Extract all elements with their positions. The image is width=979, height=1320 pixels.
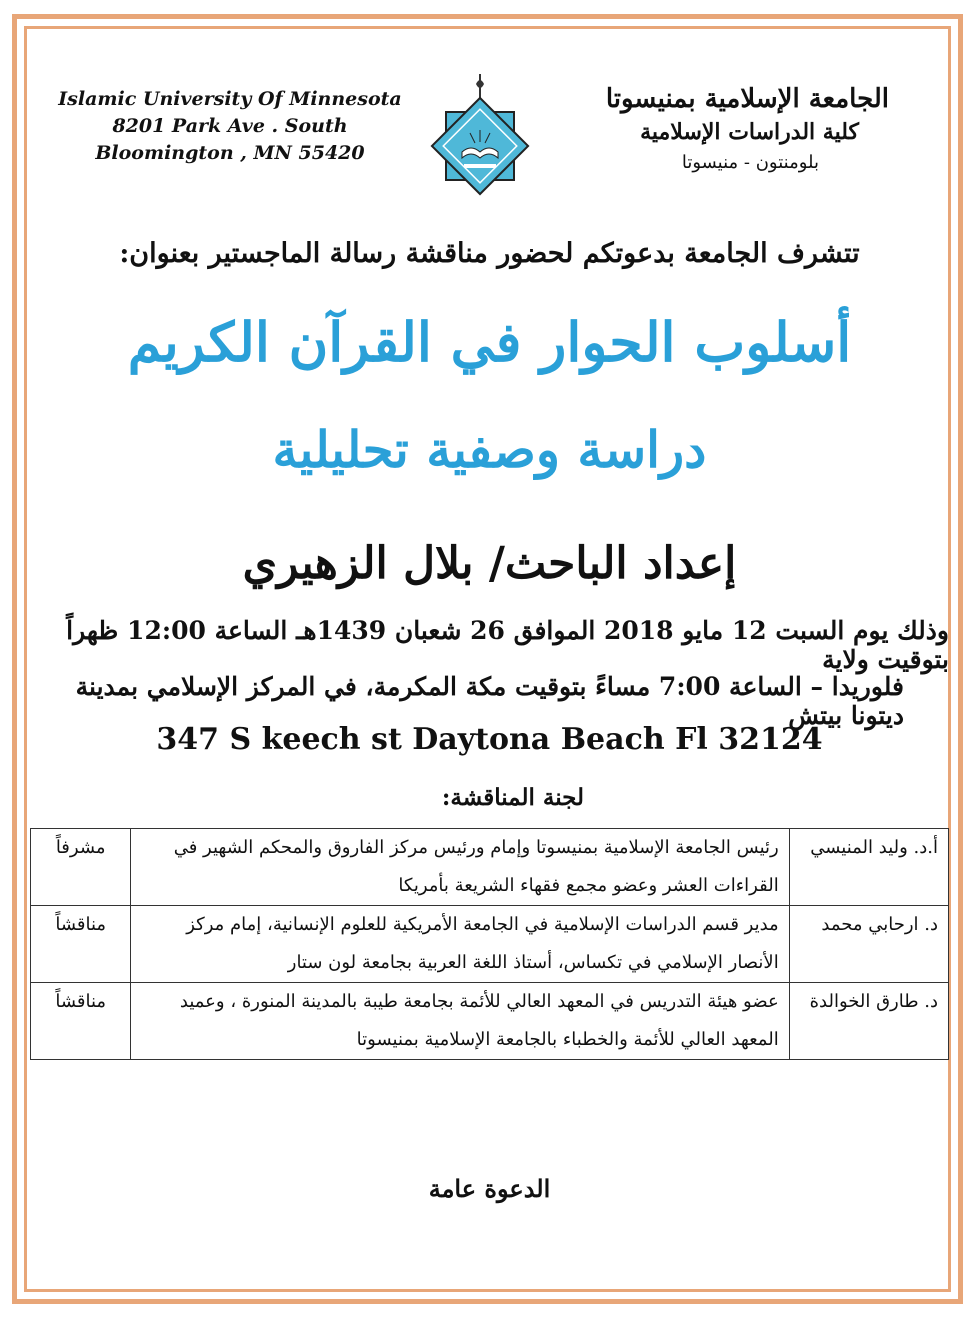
committee-table bbox=[30, 828, 949, 1060]
table-row bbox=[31, 983, 949, 1060]
table-row bbox=[31, 829, 949, 906]
venue-address: 347 S keech st Daytona Beach Fl 32124 bbox=[156, 722, 823, 757]
member-role: مشرفاً bbox=[31, 829, 131, 906]
arabic-college-name: كلية الدراسات الإسلامية bbox=[640, 119, 859, 145]
member-description: مدير قسم الدراسات الإسلامية في الجامعة الأمريكية للعلوم الإنسانية، إمام مركز الأنصار الإسلامي في تكساس، أستاذ اللغة العربية بجامعة لون ستار bbox=[131, 906, 789, 983]
thesis-title-line2: دراسة وصفية تحليلية bbox=[272, 420, 707, 479]
researcher-name: إعداد الباحث/ بلال الزهيري bbox=[242, 538, 737, 589]
date-time-line1: وذلك يوم السبت 12 مايو 2018 الموافق 26 شعبان 1439هـ الساعة 12:00 ظهراً بتوقيت ولاية bbox=[66, 616, 949, 674]
arabic-address-block bbox=[559, 82, 889, 178]
member-name: د. طارق الخوالدة bbox=[789, 983, 948, 1060]
arabic-university-name: الجامعة الإسلامية بمنيسوتا bbox=[605, 84, 889, 114]
date-time-line2: فلوريدا – الساعة 7:00 مساءً بتوقيت مكة المكرمة، في المركز الإسلامي بمدينة ديتونا بيتش bbox=[75, 672, 904, 730]
member-role: مناقشاً bbox=[31, 906, 131, 983]
member-name: أ.د. وليد المنيسي bbox=[789, 829, 948, 906]
university-seal-icon bbox=[424, 70, 536, 200]
english-street: 8201 Park Ave . South bbox=[112, 115, 348, 137]
english-address-block bbox=[40, 86, 420, 167]
arabic-city: بلومنتون - منيسوتا bbox=[681, 152, 819, 173]
thesis-title-line1: أسلوب الحوار في القرآن الكريم bbox=[127, 310, 852, 374]
member-description: رئيس الجامعة الإسلامية بمنيسوتا وإمام ورئيس مركز الفاروق والمحكم الشهير في القراءات العشر وعضو مجمع فقهاء الشريعة بأمريكا bbox=[131, 829, 789, 906]
invitation-intro: تتشرف الجامعة بدعوتكم لحضور مناقشة رسالة الماجستير بعنوان: bbox=[119, 238, 860, 269]
committee-label: لجنة المناقشة: bbox=[441, 784, 584, 811]
member-description: عضو هيئة التدريس في المعهد العالي للأئمة بجامعة طيبة بالمدينة المنورة ، وعميد المعهد العالي للأئمة والخطباء بالجامعة الإسلامية بمنيسوتا bbox=[131, 983, 789, 1060]
table-row bbox=[31, 906, 949, 983]
english-city: Bloomington , MN 55420 bbox=[95, 142, 365, 164]
closing-note: الدعوة عامة bbox=[428, 1174, 551, 1203]
member-name: د. ارحابي محمد bbox=[789, 906, 948, 983]
member-role: مناقشاً bbox=[31, 983, 131, 1060]
english-university-name: Islamic University Of Minnesota bbox=[58, 88, 402, 110]
